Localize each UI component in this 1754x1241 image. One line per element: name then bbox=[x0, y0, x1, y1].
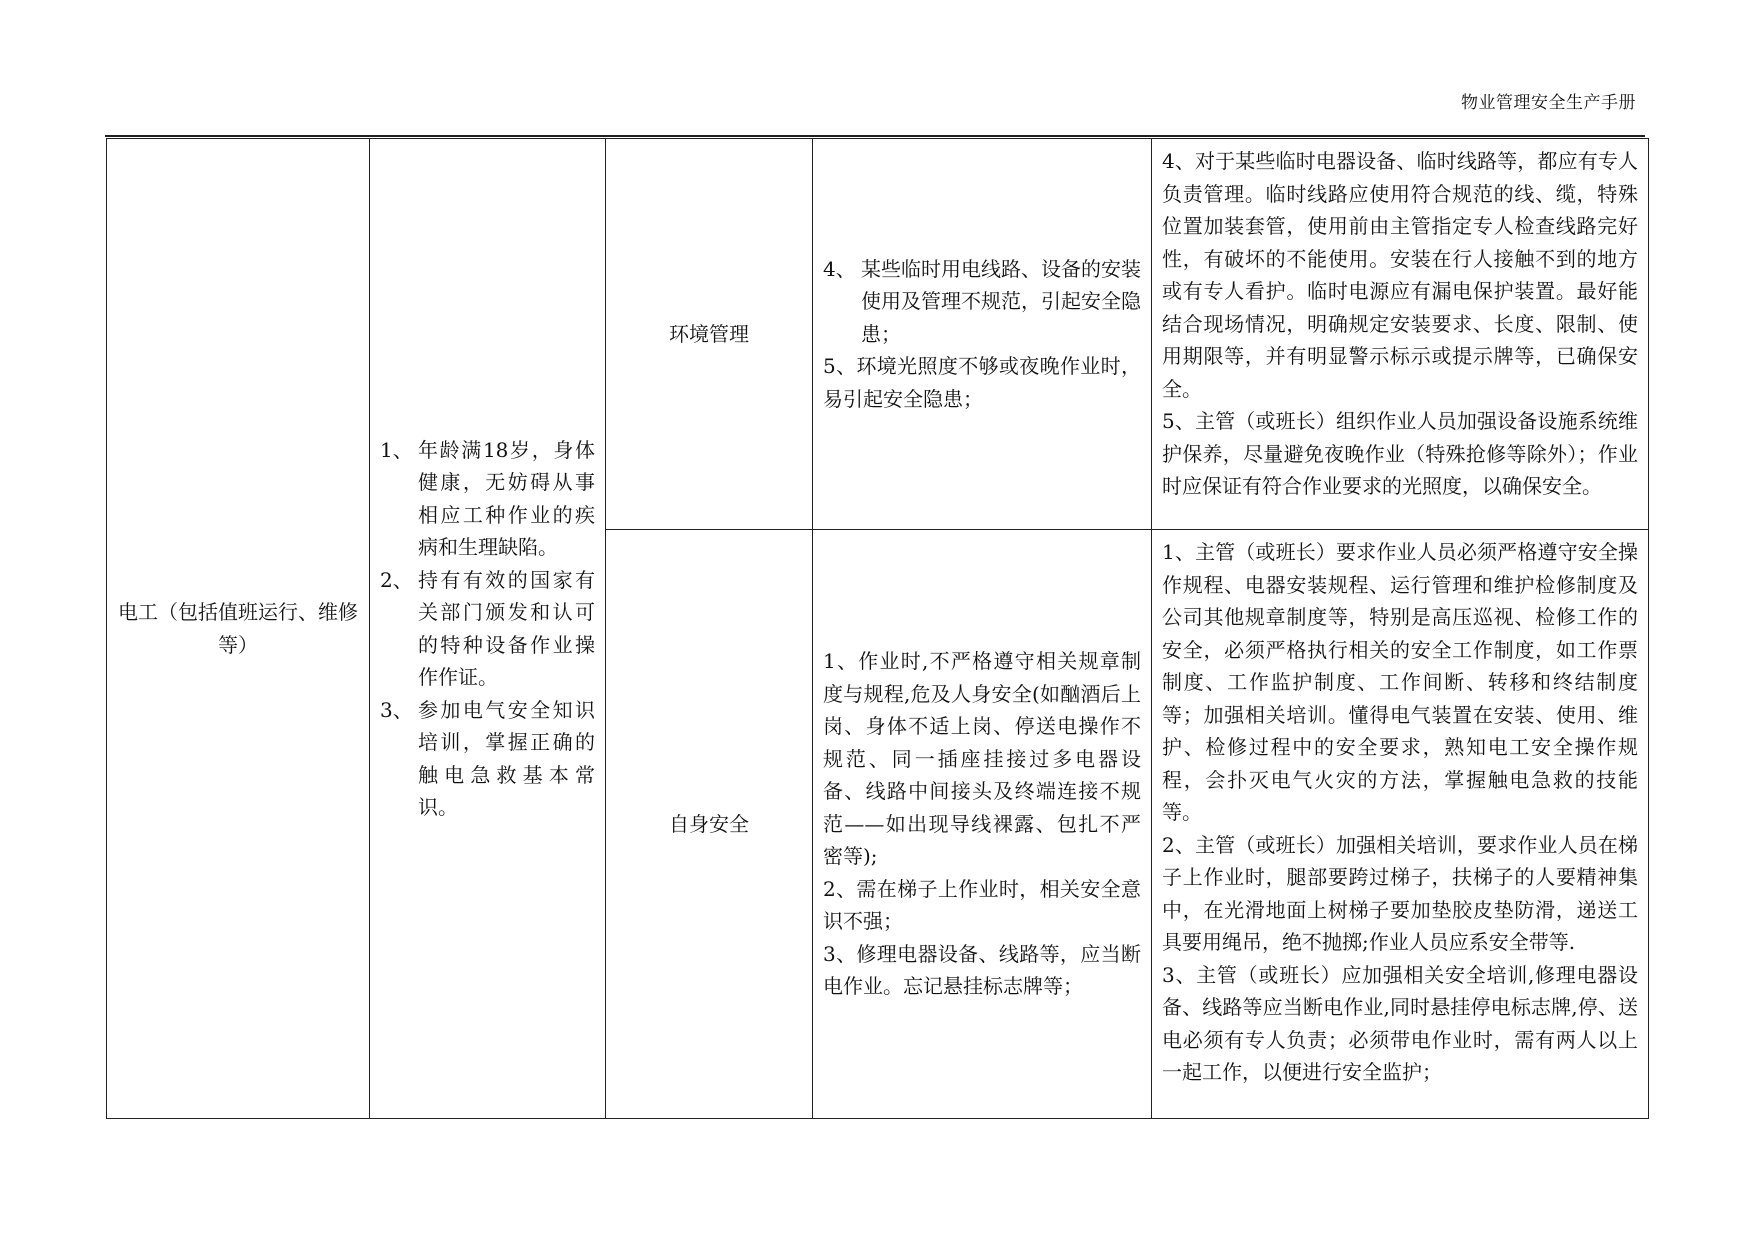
list-item bbox=[823, 253, 1141, 351]
job-title-cell bbox=[107, 139, 370, 1119]
category-cell bbox=[606, 530, 813, 1119]
item-text: 某些临时用电线路、设备的安装使用及管理不规范，引起安全隐患； bbox=[861, 256, 1141, 346]
item-text: 环境光照度不够或夜晚作业时，易引起安全隐患； bbox=[823, 354, 1142, 411]
hazard-paragraph: 1、作业时,不严格遵守相关规章制度与规程,危及人身安全(如酗酒后上岗、身体不适上岗、停送电操作不规范、同一插座挂接过多电器设备、线路中间接头及终端连接不规范——如出现导线裸露、包扎不严密等); bbox=[823, 649, 1141, 869]
item-text: 参加电气安全知识培训，掌握正确的触电急救基本常识。 bbox=[418, 697, 595, 819]
item-number: 4、 bbox=[823, 256, 856, 281]
list-item bbox=[380, 564, 595, 694]
safety-table bbox=[106, 138, 1649, 1119]
measures-cell bbox=[1152, 139, 1649, 530]
hazard-paragraph bbox=[823, 350, 1141, 415]
hazard-paragraph: 2、需在梯子上作业时，相关安全意识不强； bbox=[823, 876, 1141, 934]
requirements-list bbox=[380, 434, 595, 824]
measure-paragraph: 2、主管（或班长）加强相关培训，要求作业人员在梯子上作业时，腿部要跨过梯子，扶梯子的人要精神集中，在光滑地面上树梯子要加垫胶皮垫防滑，递送工具要用绳吊，绝不抛掷;作业人员应系安全带等. bbox=[1162, 832, 1638, 954]
item-text: 持有有效的国家有关部门颁发和认可的特种设备作业操作作证。 bbox=[418, 567, 595, 689]
item-number: 2、 bbox=[380, 567, 413, 592]
item-text: 年龄满18岁，身体健康，无妨碍从事相应工种作业的疾病和生理缺陷。 bbox=[418, 437, 595, 559]
item-number: 1、 bbox=[380, 437, 413, 462]
requirements-cell bbox=[370, 139, 606, 1119]
category-cell bbox=[606, 139, 813, 530]
hazards-cell bbox=[813, 530, 1152, 1119]
item-number: 3、 bbox=[380, 697, 413, 722]
hazards-list bbox=[823, 253, 1141, 351]
hazard-paragraph: 3、修理电器设备、线路等，应当断电作业。忘记悬挂标志牌等； bbox=[823, 941, 1141, 999]
hazards-cell bbox=[813, 139, 1152, 530]
measure-paragraph: 4、对于某些临时电器设备、临时线路等，都应有专人负责管理。临时线路应使用符合规范的线、缆，特殊位置加装套管，使用前由主管指定专人检查线路完好性，有破坏的不能使用。安装在行人接触不到的地方或有专人看护。临时电源应有漏电保护装置。最好能结合现场情况，明确规定安装要求、长度、限制、使用期限等，并有明显警示标示或提示牌等，已确保安全。 bbox=[1162, 149, 1638, 401]
measures-cell bbox=[1152, 530, 1649, 1119]
list-item bbox=[380, 434, 595, 564]
measure-paragraph: 1、主管（或班长）要求作业人员必须严格遵守安全操作规程、电器安装规程、运行管理和维护检修制度及公司其他规章制度等，特别是高压巡视、检修工作的安全，必须严格执行相关的安全工作制度，如工作票制度、工作监护制度、工作间断、转移和终结制度等；加强相关培训。懂得电气装置在安装、使用、维护、检修过程中的安全要求，熟知电工安全操作规程，会扑灭电气火灾的方法，掌握触电急救的技能等。 bbox=[1162, 540, 1638, 824]
item-number: 5、 bbox=[823, 354, 857, 379]
measure-paragraph: 5、主管（或班长）组织作业人员加强设备设施系统维护保养，尽量避免夜晚作业（特殊抢修等除外）；作业时应保证有符合作业要求的光照度，以确保安全。 bbox=[1162, 409, 1638, 498]
category-label: 自身安全 bbox=[669, 811, 749, 836]
list-item bbox=[380, 694, 595, 824]
header-title: 物业管理安全生产手册 bbox=[1461, 93, 1636, 113]
category-label: 环境管理 bbox=[669, 321, 749, 346]
table-row bbox=[107, 139, 1649, 530]
job-title: 电工（包括值班运行、维修等） bbox=[118, 600, 358, 657]
header-divider bbox=[105, 135, 1645, 137]
measure-paragraph: 3、主管（或班长）应加强相关安全培训,修理电器设备、线路等应当断电作业,同时悬挂停电标志牌,停、送电必须有专人负责；必须带电作业时，需有两人以上一起工作，以便进行安全监护； bbox=[1162, 962, 1638, 1084]
